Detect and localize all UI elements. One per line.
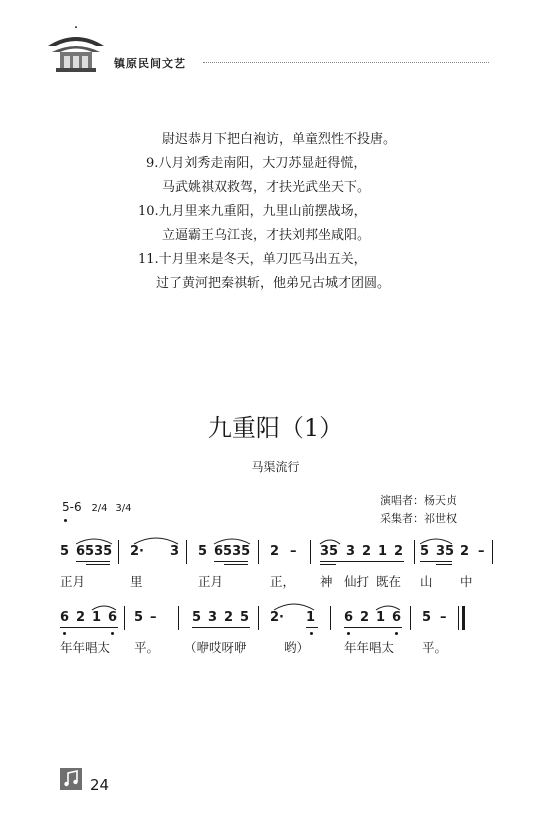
meter-a: 2/4 [91, 503, 108, 514]
beam [224, 564, 248, 565]
low-octave-dot [310, 632, 313, 635]
slur [374, 600, 402, 612]
singer-credit: 演唱者：杨天贞 [380, 494, 457, 507]
low-octave-dot [111, 632, 114, 635]
lyric-row-2 [0, 638, 551, 658]
note: – [150, 610, 157, 625]
page-number: 24 [90, 776, 110, 794]
bar-line [186, 540, 187, 564]
bar-line [410, 606, 411, 630]
beam [306, 627, 318, 628]
sung-word: 里 [130, 574, 143, 589]
note: 1 [378, 544, 388, 559]
sung-word: 年年唱太 [60, 640, 111, 655]
note: 2· [130, 544, 144, 559]
bar-line [414, 540, 415, 564]
bar-line [118, 540, 119, 564]
bar-line [258, 540, 259, 564]
note: 6 [392, 610, 402, 625]
note: 6535 [214, 544, 251, 559]
beam [420, 561, 452, 562]
lyric-line: 过了黄河把秦祺斩，他弟兄古城才团圆。 [156, 276, 391, 291]
sung-word: 既在 [376, 574, 402, 589]
beam [320, 564, 336, 565]
beam [436, 564, 452, 565]
note: 3 [208, 610, 218, 625]
beam [320, 561, 404, 562]
note: – [290, 544, 297, 559]
lyric-line: 10.九月里来九重阳，九里山前摆战场， [138, 204, 367, 219]
note: 6 [344, 610, 354, 625]
final-bar-line-thick [462, 606, 465, 630]
beam [344, 627, 402, 628]
note: 1 [376, 610, 386, 625]
low-octave-dot [347, 632, 350, 635]
note: 6 [108, 610, 118, 625]
note: 35 [436, 544, 455, 559]
note: 5 [240, 610, 250, 625]
slur [90, 600, 118, 612]
lyric-line: 马武姚祺双救驾，才扶光武坐天下。 [162, 180, 371, 195]
note: 2 [224, 610, 234, 625]
bar-line [492, 540, 493, 564]
note: 2 [360, 610, 370, 625]
bar-line [124, 606, 125, 630]
slur [272, 600, 316, 612]
low-octave-dot [395, 632, 398, 635]
note: 5 [192, 610, 202, 625]
sung-word: 年年唱太 [344, 640, 395, 655]
bar-line [310, 540, 311, 564]
low-octave-dot [63, 632, 66, 635]
slur [132, 534, 180, 546]
book-title: 镇原民间文艺 [114, 57, 186, 70]
music-note-icon [60, 768, 82, 790]
song-style: 马渠流行 [251, 460, 300, 474]
note: 3 [346, 544, 356, 559]
note: 2 [270, 544, 280, 559]
beam [86, 564, 110, 565]
note: 6 [60, 610, 70, 625]
note: 3 [170, 544, 180, 559]
note: 2 [460, 544, 470, 559]
note: 35 [320, 544, 339, 559]
note: 5 [420, 544, 430, 559]
note: 2 [362, 544, 372, 559]
beam [192, 627, 250, 628]
note: – [440, 610, 447, 625]
meter-b: 3/4 [115, 503, 132, 514]
collector-credit: 采集者：祁世权 [380, 512, 457, 525]
beam [60, 627, 118, 628]
score-row-2 [0, 610, 551, 630]
note: 1 [306, 610, 316, 625]
song-title: 九重阳（1） [207, 414, 344, 442]
note: 2 [394, 544, 404, 559]
sung-word: 平。 [422, 640, 448, 655]
lyric-line: 尉迟恭月下把白袍访，单童烈性不投唐。 [162, 132, 397, 147]
note: 2· [270, 610, 284, 625]
lyric-line: 11.十月里来是冬天，单刀匹马出五关， [138, 252, 367, 267]
beam [214, 561, 248, 562]
bar-line [258, 606, 259, 630]
slur [74, 534, 114, 546]
sung-word: （咿哎呀咿 [184, 640, 247, 655]
slur [318, 534, 342, 546]
beam [76, 561, 110, 562]
lyric-line: 立逼霸王乌江丧，才扶刘邦坐咸阳。 [162, 228, 371, 243]
note: 2 [76, 610, 86, 625]
sung-word: 正， [270, 574, 296, 589]
final-bar-line [458, 606, 459, 630]
bar-line [330, 606, 331, 630]
note: 5 [198, 544, 208, 559]
note: 5 [134, 610, 144, 625]
sung-word: 仙打 [344, 574, 370, 589]
slur [418, 534, 454, 546]
score-row-1 [0, 544, 551, 564]
slur [212, 534, 252, 546]
bar-line [178, 606, 179, 630]
note: 1 [92, 610, 102, 625]
lyric-line: 9.八月刘秀走南阳，大刀苏显赶得慌， [146, 156, 367, 171]
key-label: 5-6 [62, 500, 82, 514]
sung-word: 中 [460, 574, 473, 589]
sung-word: 山 [420, 574, 433, 589]
note: 6535 [76, 544, 113, 559]
note: – [478, 544, 485, 559]
lyric-row-1 [0, 572, 551, 592]
note: 5 [60, 544, 70, 559]
sung-word: 正月 [198, 574, 224, 589]
note: 5 [422, 610, 432, 625]
sung-word: 神 [320, 574, 333, 589]
sung-word: 正月 [60, 574, 86, 589]
sung-word: 平。 [134, 640, 160, 655]
sung-word: 哟） [284, 640, 310, 655]
